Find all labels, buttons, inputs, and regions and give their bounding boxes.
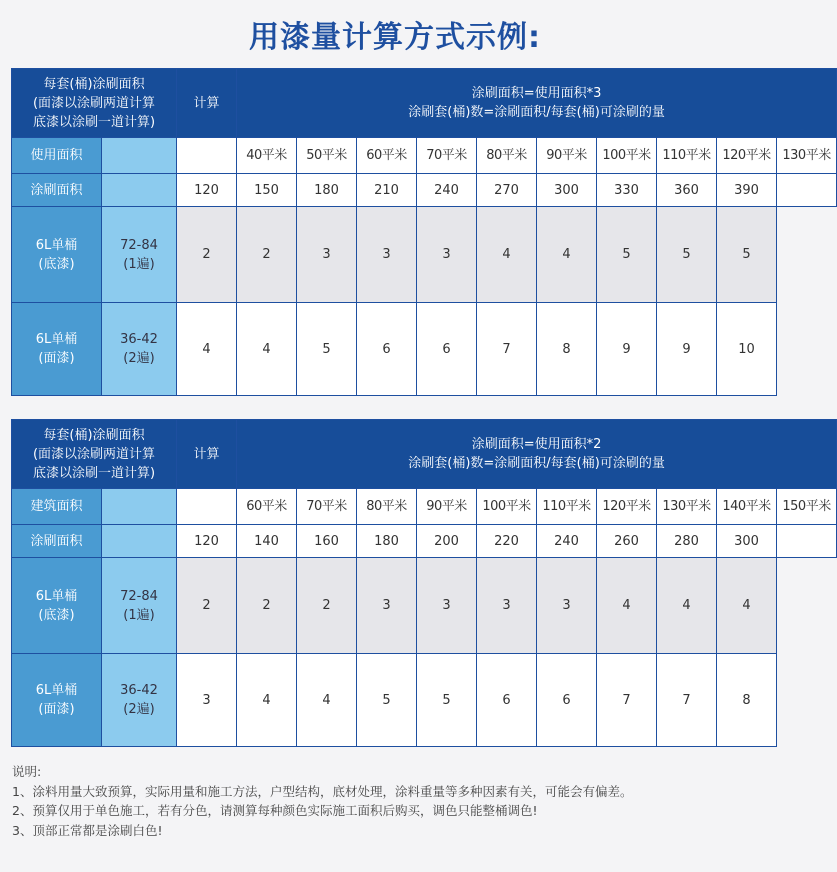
paint-area-cell: 300 xyxy=(717,525,777,558)
topcoat-product xyxy=(12,654,102,747)
primer-coverage xyxy=(102,207,177,303)
topcoat-bucket-count: 9 xyxy=(597,303,657,396)
paint-area-cell: 180 xyxy=(357,525,417,558)
area-cell: 140平米 xyxy=(717,489,777,525)
topcoat-bucket-count: 6 xyxy=(417,303,477,396)
area-cell: 120平米 xyxy=(717,138,777,174)
formula-line: 涂刷套(桶)数=涂刷面积/每套(桶)可涂刷的量 xyxy=(408,105,665,120)
area-cell: 120平米 xyxy=(597,489,657,525)
area-cell: 60平米 xyxy=(357,138,417,174)
coverage-header xyxy=(12,420,177,489)
primer-bucket-count: 4 xyxy=(477,207,537,303)
product-type: (底漆) xyxy=(38,256,75,272)
coverage-header-line: 底漆以涂刷一道计算) xyxy=(32,114,156,130)
coverage-header-line: 每套(桶)涂刷面积 xyxy=(43,76,145,92)
note-item-1: 1、涂料用量大致预算，实际用量和施工方法，户型结构，底材处理，涂料重量等多种因素有关，可能会有偏差。 xyxy=(12,783,633,799)
product-name: 6L单桶 xyxy=(35,588,78,604)
page-title: 用漆量计算方式示例: xyxy=(249,20,541,55)
coats-value: (2遍) xyxy=(123,351,155,366)
primer-bucket-count: 2 xyxy=(297,558,357,654)
topcoat-bucket-count: 5 xyxy=(297,303,357,396)
coverage-header-line: 底漆以涂刷一道计算) xyxy=(32,465,156,481)
paint-area-cell: 210 xyxy=(357,174,417,207)
coats-value: (1遍) xyxy=(123,607,155,623)
paint-area-label-spacer xyxy=(102,525,177,558)
calc-header: 计算 xyxy=(177,420,237,489)
topcoat-bucket-count: 5 xyxy=(357,654,417,747)
calc-header: 计算 xyxy=(177,69,237,138)
calc-spacer xyxy=(177,138,237,174)
coverage-header xyxy=(12,69,177,138)
paint-area-cell: 300 xyxy=(537,174,597,207)
primer-bucket-count: 3 xyxy=(537,558,597,654)
paint-area-cell: 330 xyxy=(597,174,657,207)
note-item-3: 3、顶部正常都是涂刷白色! xyxy=(12,822,163,838)
topcoat-bucket-count: 5 xyxy=(417,654,477,747)
formula-header xyxy=(237,69,837,138)
paint-area-cell: 180 xyxy=(297,174,357,207)
paint-area-label: 涂刷面积 xyxy=(12,174,102,207)
primer-bucket-count: 2 xyxy=(237,558,297,654)
topcoat-bucket-count: 4 xyxy=(237,654,297,747)
primer-bucket-count: 4 xyxy=(597,558,657,654)
area-label: 使用面积 xyxy=(12,138,102,174)
primer-bucket-count: 2 xyxy=(177,207,237,303)
primer-bucket-count: 4 xyxy=(537,207,597,303)
area-cell: 90平米 xyxy=(537,138,597,174)
coverage-header-line: (面漆以涂刷两道计算 xyxy=(32,446,156,462)
coverage-value: 72-84 xyxy=(120,237,158,253)
area-cell: 110平米 xyxy=(657,138,717,174)
area-label-spacer xyxy=(102,138,177,174)
area-cell: 130平米 xyxy=(657,489,717,525)
topcoat-bucket-count: 6 xyxy=(477,654,537,747)
coverage-value: 36-42 xyxy=(120,683,158,698)
formula-line: 涂刷面积=使用面积*2 xyxy=(471,437,602,452)
primer-bucket-count: 3 xyxy=(417,207,477,303)
paint-area-cell: 120 xyxy=(177,174,237,207)
product-name: 6L单桶 xyxy=(35,332,78,347)
topcoat-bucket-count: 6 xyxy=(537,654,597,747)
topcoat-coverage xyxy=(102,303,177,396)
primer-bucket-count: 3 xyxy=(297,207,357,303)
coverage-header-line: 每套(桶)涂刷面积 xyxy=(43,427,145,443)
topcoat-bucket-count: 4 xyxy=(237,303,297,396)
paint-area-label: 涂刷面积 xyxy=(12,525,102,558)
topcoat-bucket-count: 7 xyxy=(597,654,657,747)
area-cell: 60平米 xyxy=(237,489,297,525)
paint-area-cell: 140 xyxy=(237,525,297,558)
paint-area-cell: 360 xyxy=(657,174,717,207)
note-item-2: 2、预算仅用于单色施工，若有分色，请测算每种颜色实际施工面积后购买，调色只能整桶调色! xyxy=(12,803,538,818)
area-cell: 80平米 xyxy=(477,138,537,174)
area-cell: 40平米 xyxy=(237,138,297,174)
area-cell: 90平米 xyxy=(417,489,477,525)
paint-area-cell: 240 xyxy=(417,174,477,207)
paint-area-cell: 280 xyxy=(657,525,717,558)
area-cell: 50平米 xyxy=(297,138,357,174)
area-cell: 70平米 xyxy=(417,138,477,174)
topcoat-bucket-count: 7 xyxy=(477,303,537,396)
primer-product xyxy=(12,207,102,303)
paint-area-label-spacer xyxy=(102,174,177,207)
area-cell: 100平米 xyxy=(477,489,537,525)
paint-area-cell: 150 xyxy=(237,174,297,207)
primer-bucket-count: 3 xyxy=(477,558,537,654)
product-type: (底漆) xyxy=(38,607,75,623)
area-cell: 100平米 xyxy=(597,138,657,174)
primer-bucket-count: 5 xyxy=(717,207,777,303)
product-type: (面漆) xyxy=(38,702,75,717)
topcoat-bucket-count: 9 xyxy=(657,303,717,396)
area-cell: 80平米 xyxy=(357,489,417,525)
paint-area-cell: 220 xyxy=(477,525,537,558)
primer-bucket-count: 2 xyxy=(237,207,297,303)
primer-bucket-count: 5 xyxy=(657,207,717,303)
topcoat-bucket-count: 8 xyxy=(537,303,597,396)
topcoat-bucket-count: 4 xyxy=(297,654,357,747)
formula-line: 涂刷面积=使用面积*3 xyxy=(471,86,602,101)
area-label: 建筑面积 xyxy=(12,489,102,525)
topcoat-bucket-count: 8 xyxy=(717,654,777,747)
primer-bucket-count: 2 xyxy=(177,558,237,654)
topcoat-bucket-count: 6 xyxy=(357,303,417,396)
primer-bucket-count: 3 xyxy=(417,558,477,654)
primer-bucket-count: 3 xyxy=(357,207,417,303)
paint-area-cell: 260 xyxy=(597,525,657,558)
area-cell: 150平米 xyxy=(777,489,837,525)
topcoat-bucket-count: 3 xyxy=(177,654,237,747)
product-name: 6L单桶 xyxy=(35,683,78,698)
paint-calc-table-1 xyxy=(11,68,837,396)
primer-coverage xyxy=(102,558,177,654)
topcoat-coverage xyxy=(102,654,177,747)
product-name: 6L单桶 xyxy=(35,237,78,253)
paint-area-trailing-spacer xyxy=(777,525,837,558)
primer-bucket-count: 4 xyxy=(717,558,777,654)
paint-calc-table-2 xyxy=(11,419,837,747)
area-cell: 130平米 xyxy=(777,138,837,174)
paint-area-cell: 270 xyxy=(477,174,537,207)
topcoat-bucket-count: 10 xyxy=(717,303,777,396)
coats-value: (2遍) xyxy=(123,702,155,717)
topcoat-product xyxy=(12,303,102,396)
calc-spacer xyxy=(177,489,237,525)
paint-area-cell: 160 xyxy=(297,525,357,558)
notes-heading: 说明: xyxy=(12,764,42,779)
coverage-header-line: (面漆以涂刷两道计算 xyxy=(32,95,156,111)
primer-bucket-count: 5 xyxy=(597,207,657,303)
topcoat-bucket-count: 7 xyxy=(657,654,717,747)
coats-value: (1遍) xyxy=(123,256,155,272)
area-label-spacer xyxy=(102,489,177,525)
area-cell: 70平米 xyxy=(297,489,357,525)
formula-line: 涂刷套(桶)数=涂刷面积/每套(桶)可涂刷的量 xyxy=(408,456,665,471)
topcoat-bucket-count: 4 xyxy=(177,303,237,396)
product-type: (面漆) xyxy=(38,351,75,366)
primer-bucket-count: 4 xyxy=(657,558,717,654)
paint-area-cell: 240 xyxy=(537,525,597,558)
formula-header xyxy=(237,420,837,489)
area-cell: 110平米 xyxy=(537,489,597,525)
paint-area-cell: 120 xyxy=(177,525,237,558)
notes-section xyxy=(12,762,782,840)
primer-product xyxy=(12,558,102,654)
paint-area-trailing-spacer xyxy=(777,174,837,207)
primer-bucket-count: 3 xyxy=(357,558,417,654)
coverage-value: 72-84 xyxy=(120,588,158,604)
paint-area-cell: 390 xyxy=(717,174,777,207)
paint-area-cell: 200 xyxy=(417,525,477,558)
coverage-value: 36-42 xyxy=(120,332,158,347)
